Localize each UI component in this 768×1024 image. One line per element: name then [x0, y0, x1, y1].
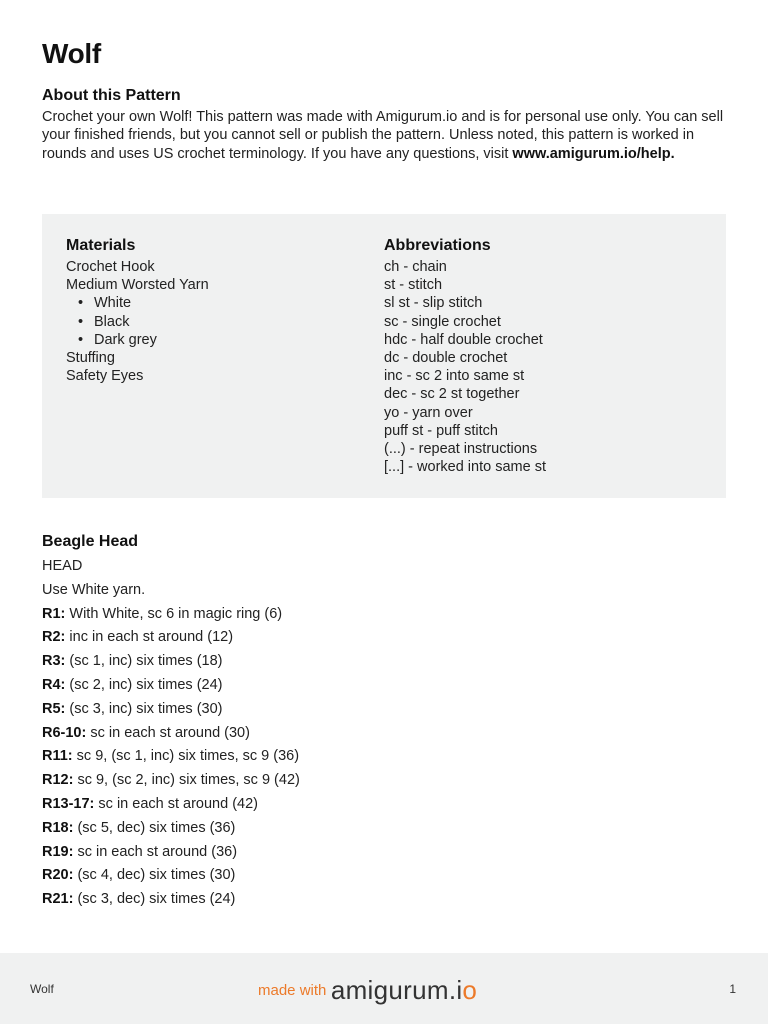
round-row	[42, 817, 300, 841]
round-row	[42, 769, 300, 793]
footer-title: Wolf	[30, 982, 54, 996]
page-title: Wolf	[42, 38, 101, 69]
material-subitem: • Black	[66, 313, 209, 331]
pattern-steps	[42, 555, 300, 912]
abbreviation-item: st - stitch	[384, 277, 443, 294]
abbreviation-item: puff st - puff stitch	[384, 422, 498, 439]
round-label: R19:	[42, 843, 74, 860]
materials-abbreviations-panel	[42, 214, 726, 498]
round-instruction: (sc 3, dec) six times (24)	[73, 891, 236, 908]
round-row	[42, 698, 300, 722]
round-row	[42, 603, 300, 627]
abbreviations-list	[384, 258, 546, 476]
logo-o: o	[462, 975, 478, 1005]
round-row	[42, 626, 300, 650]
materials-column	[66, 236, 209, 385]
brand-logo[interactable]	[258, 975, 477, 1006]
abbreviation-item: ch - chain	[384, 259, 447, 275]
material-subitem: • Dark grey	[66, 331, 209, 349]
round-instruction: (sc 4, dec) six times (30)	[73, 867, 236, 884]
abbreviation-item: (...) - repeat instructions	[384, 441, 538, 458]
abbreviation-item: [...] - worked into same st	[384, 459, 546, 476]
material-subitem: • White	[66, 294, 209, 312]
round-instruction: (sc 1, inc) six times (18)	[65, 653, 223, 670]
round-instruction: sc in each st around (36)	[73, 843, 238, 860]
rounds-list	[42, 603, 300, 912]
made-with-text: made with	[258, 982, 327, 999]
abbreviation-item: hdc - half double crochet	[384, 331, 543, 348]
footer	[0, 953, 768, 1024]
round-label: R20:	[42, 867, 74, 884]
page-number: 1	[729, 982, 736, 996]
round-instruction: (sc 5, dec) six times (36)	[73, 819, 236, 836]
round-instruction: sc in each st around (42)	[94, 795, 259, 812]
abbreviation-item: yo - yarn over	[384, 404, 473, 421]
round-label: R18:	[42, 819, 74, 836]
abbreviations-column	[384, 236, 546, 476]
abbreviation-item: dc - double crochet	[384, 350, 508, 367]
round-label: R1:	[42, 605, 66, 622]
round-row	[42, 722, 300, 746]
round-row	[42, 841, 300, 865]
round-instruction: sc in each st around (30)	[86, 724, 250, 741]
round-label: R3:	[42, 653, 66, 670]
abbreviation-item: inc - sc 2 into same st	[384, 368, 525, 385]
round-row	[42, 650, 300, 674]
abbreviations-heading: Abbreviations	[384, 237, 491, 254]
round-label: R21:	[42, 891, 74, 908]
material-item: Safety Eyes	[66, 368, 144, 385]
round-label: R2:	[42, 629, 66, 646]
amigurum-logo-text	[331, 975, 477, 1005]
round-label: R13-17:	[42, 795, 95, 812]
round-instruction: With White, sc 6 in magic ring (6)	[65, 605, 283, 622]
about-heading: About this Pattern	[42, 87, 181, 104]
round-instruction: sc 9, (sc 2, inc) six times, sc 9 (42)	[73, 772, 300, 789]
round-row	[42, 864, 300, 888]
round-row	[42, 674, 300, 698]
about-body: Crochet your own Wolf! This pattern was made with Amigurum.io and is for personal use only. You can sell your finished friends, but you cannot sell or publish the pattern. Unless noted, this pattern is worked in rounds and uses US crochet terminology. If you have any questions, visit	[42, 109, 724, 162]
round-label: R11:	[42, 748, 73, 765]
round-instruction: inc in each st around (12)	[65, 629, 234, 646]
materials-list	[66, 258, 209, 385]
material-item: Stuffing	[66, 350, 115, 367]
round-row	[42, 745, 300, 769]
material-item: Medium Worsted Yarn	[66, 277, 209, 294]
round-row	[42, 793, 300, 817]
materials-heading: Materials	[66, 237, 136, 254]
help-link[interactable]: www.amigurum.io/help.	[512, 145, 675, 162]
round-instruction: (sc 2, inc) six times (24)	[65, 676, 223, 693]
round-label: R12:	[42, 772, 74, 789]
part-label: HEAD	[42, 558, 83, 574]
round-instruction: sc 9, (sc 1, inc) six times, sc 9 (36)	[72, 748, 300, 765]
yarn-instruction: Use White yarn.	[42, 581, 146, 598]
logo-main: amigurum.i	[330, 975, 463, 1005]
about-text	[42, 108, 732, 163]
section-heading: Beagle Head	[42, 533, 139, 550]
material-item: Crochet Hook	[66, 259, 155, 275]
abbreviation-item: sl st - slip stitch	[384, 295, 483, 312]
round-label: R5:	[42, 700, 66, 717]
round-instruction: (sc 3, inc) six times (30)	[65, 700, 223, 717]
abbreviation-item: sc - single crochet	[384, 313, 501, 330]
round-label: R4:	[42, 676, 66, 693]
round-label: R6-10:	[42, 724, 87, 741]
abbreviation-item: dec - sc 2 st together	[384, 386, 520, 403]
round-row	[42, 888, 300, 912]
